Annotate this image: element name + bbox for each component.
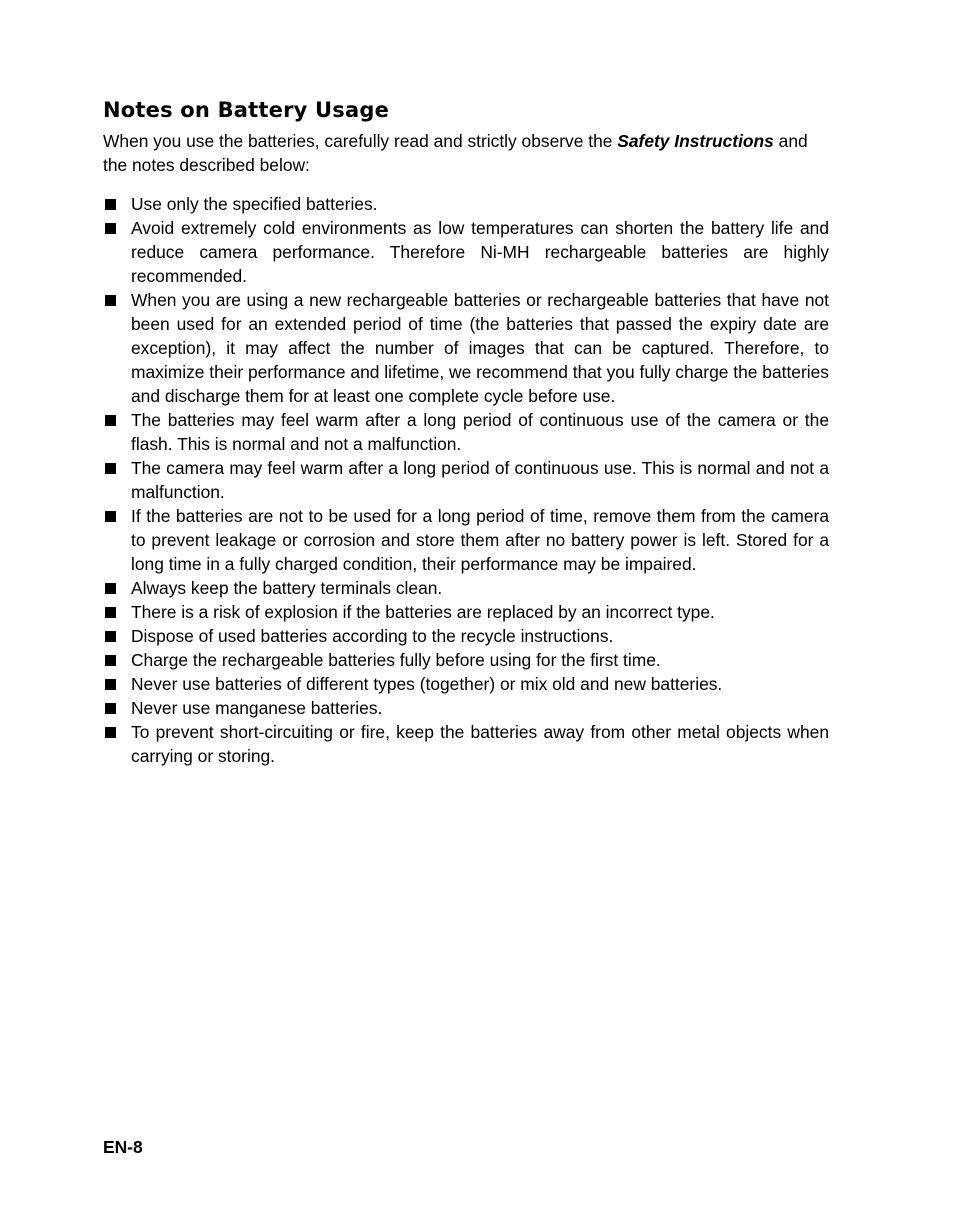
list-item (103, 288, 829, 408)
list-item-text: There is a risk of explosion if the batteries are replaced by an incorrect type. (131, 602, 715, 622)
list-item-text: The camera may feel warm after a long period of continuous use. This is normal and not a malfunction. (131, 458, 829, 502)
page-content (103, 95, 829, 768)
list-item (103, 216, 829, 288)
section-title: Notes on Battery Usage (103, 98, 390, 122)
list-item-text: Never use manganese batteries. (131, 698, 383, 718)
list-item-text: The batteries may feel warm after a long period of continuous use of the camera or the flash. This is normal and not a malfunction. (131, 410, 829, 454)
intro-text-before: When you use the batteries, carefully read and strictly observe the (103, 131, 618, 151)
page-number: EN-8 (103, 1137, 143, 1157)
list-item (103, 672, 829, 696)
square-bullet-icon (105, 415, 116, 426)
list-item-text: Avoid extremely cold environments as low temperatures can shorten the battery life and reduce camera performance. Therefore Ni-MH rechargeable batteries are highly recommended. (131, 218, 829, 286)
list-item (103, 624, 829, 648)
square-bullet-icon (105, 727, 116, 738)
list-item-text: Charge the rechargeable batteries fully before using for the first time. (131, 650, 661, 670)
safety-instructions-emphasis: Safety Instructions (617, 131, 774, 151)
square-bullet-icon (105, 607, 116, 618)
square-bullet-icon (105, 583, 116, 594)
list-item-text: Use only the specified batteries. (131, 194, 378, 214)
list-item-text: Always keep the battery terminals clean. (131, 578, 443, 598)
list-item (103, 192, 829, 216)
square-bullet-icon (105, 463, 116, 474)
intro-paragraph (103, 129, 829, 177)
square-bullet-icon (105, 631, 116, 642)
square-bullet-icon (105, 679, 116, 690)
list-item (103, 600, 829, 624)
list-item (103, 408, 829, 456)
square-bullet-icon (105, 511, 116, 522)
list-item-text: Dispose of used batteries according to the recycle instructions. (131, 626, 614, 646)
list-item (103, 576, 829, 600)
square-bullet-icon (105, 703, 116, 714)
square-bullet-icon (105, 223, 116, 234)
square-bullet-icon (105, 199, 116, 210)
list-item (103, 648, 829, 672)
list-item-text: To prevent short-circuiting or fire, keep the batteries away from other metal objects when carrying or storing. (131, 722, 829, 766)
square-bullet-icon (105, 655, 116, 666)
list-item (103, 696, 829, 720)
list-item (103, 720, 829, 768)
intro-text-after: and the notes described below: (103, 131, 808, 175)
list-item-text: When you are using a new rechargeable batteries or rechargeable batteries that have not been used for an extended period of time (the batteries that passed the expiry date are exception), it may affect the number of images that can be captured. Therefore, to maximize their performance and lifetime, we recommend that you fully charge the batteries and discharge them for at least one complete cycle before use. (131, 290, 829, 406)
battery-notes-list (103, 192, 829, 768)
list-item-text: Never use batteries of different types (together) or mix old and new batteries. (131, 674, 723, 694)
square-bullet-icon (105, 295, 116, 306)
list-item (103, 456, 829, 504)
list-item-text: If the batteries are not to be used for a long period of time, remove them from the camera to prevent leakage or corrosion and store them after no battery power is left. Stored for a long time in a fully charged condition, their performance may be impaired. (131, 506, 829, 574)
list-item (103, 504, 829, 576)
